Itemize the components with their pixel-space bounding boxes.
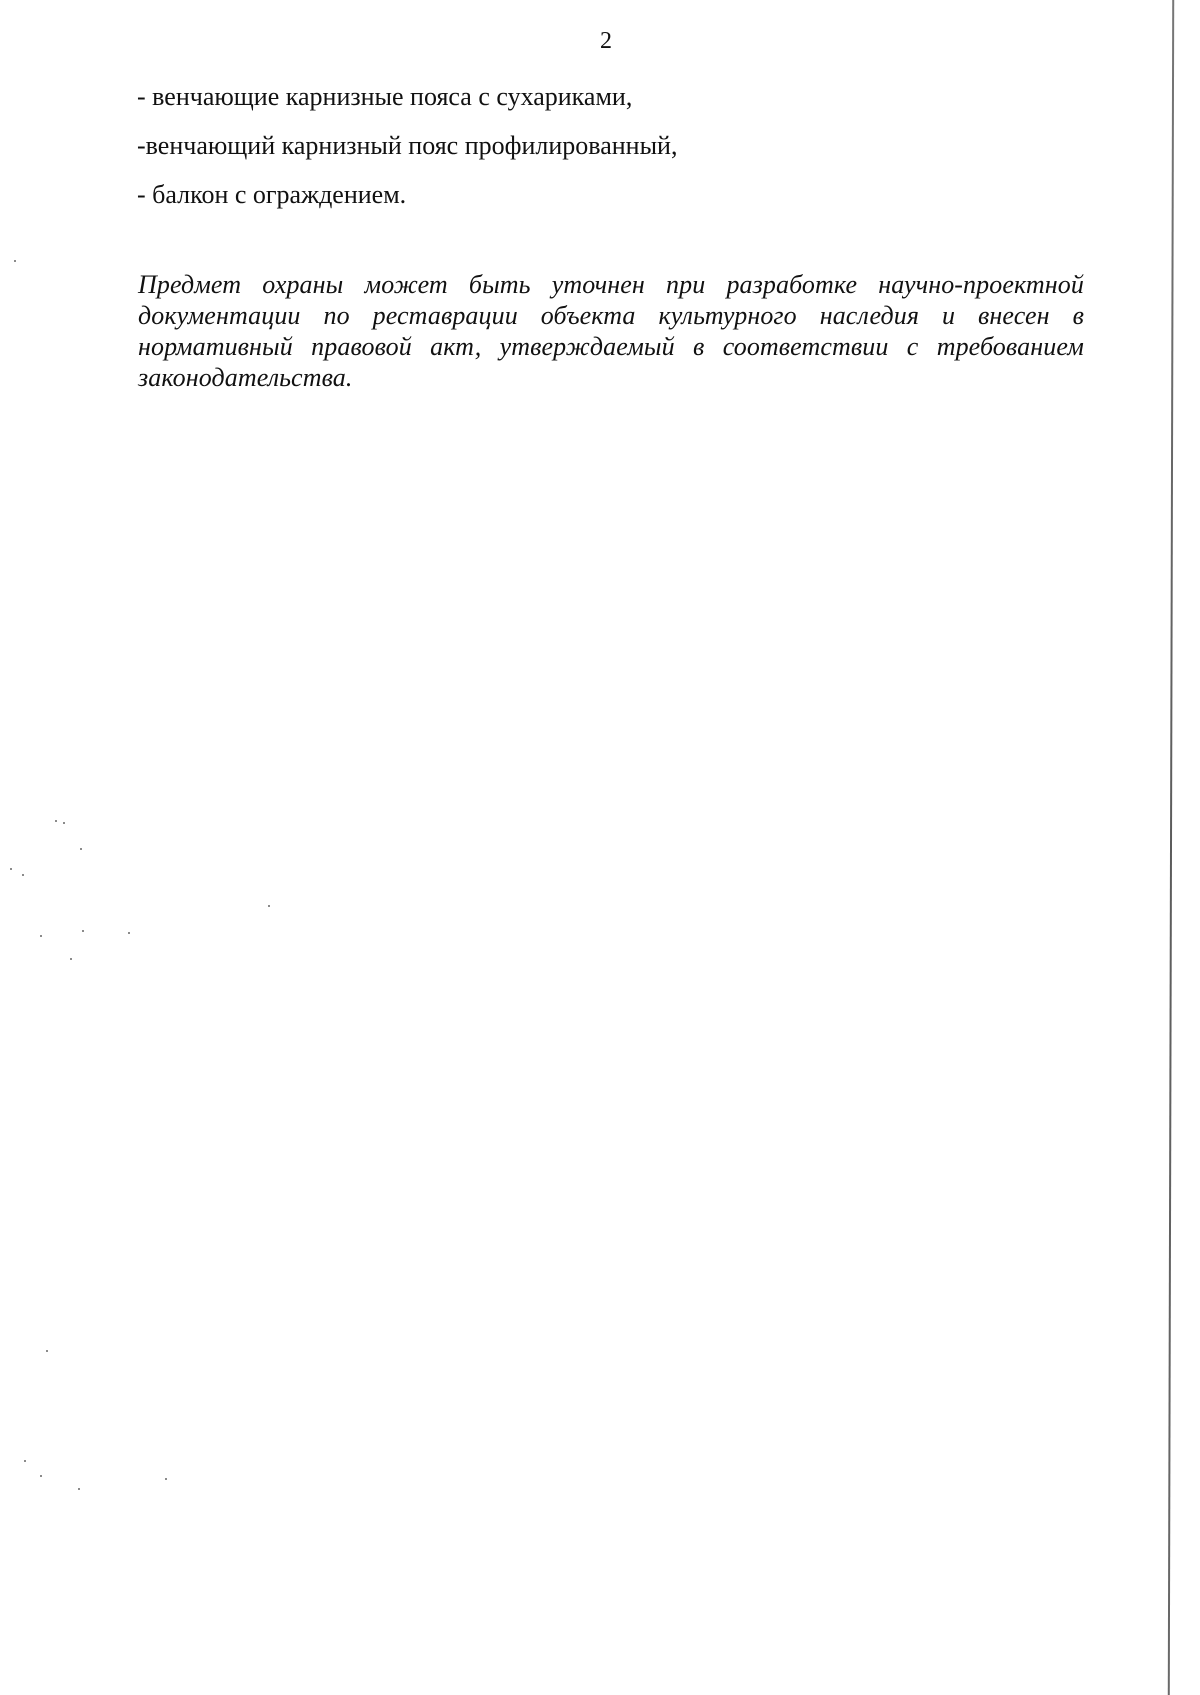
protection-items-list bbox=[137, 82, 677, 229]
list-item: - венчающие карнизные пояса с сухариками, bbox=[137, 82, 633, 111]
list-item: - балкон с ограждением. bbox=[137, 180, 407, 209]
list-item: -венчающий карнизный пояс профилированный, bbox=[137, 131, 678, 160]
protection-note: Предмет охраны может быть уточнен при разработке научно-проектной документации по реставрации объекта культурного наследия и внесен в нормативный правовой акт, утверждаемый в соответствии с требованием законодательства. bbox=[138, 270, 1084, 392]
page-number: 2 bbox=[600, 28, 612, 54]
scan-edge-line bbox=[1168, 0, 1174, 1695]
